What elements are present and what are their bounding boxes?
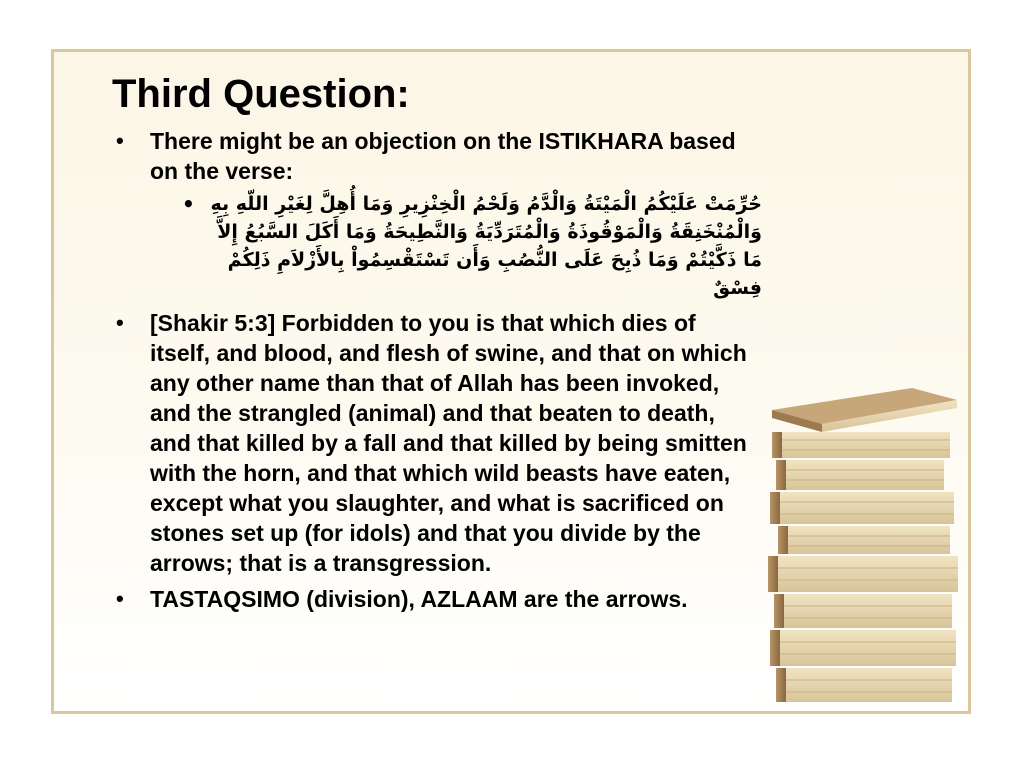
bullet-marker: • — [116, 586, 124, 611]
book-4 — [770, 492, 954, 524]
book-2 — [772, 432, 950, 458]
book-top — [772, 388, 957, 432]
book-6 — [768, 556, 958, 592]
bullet-text: TASTAQSIMO (division), AZLAAM are the arrows. — [150, 586, 688, 612]
bullet-marker: • — [116, 128, 124, 153]
bullet-objection — [112, 126, 762, 302]
sub-bullet-list — [150, 190, 762, 302]
bullet-text: [Shakir 5:3] Forbidden to you is that which dies of itself, and blood, and flesh of swine, and that on which any other name than that of Allah has been invoked, and the strangled (animal) and that beaten to death, and that killed by a fall and that killed by being smitten with the horn, and that which wild beasts have eaten, except what you slaughter, and what is sacrificed on stones set up (for idols) and that you divide by the arrows; that is a transgression. — [150, 310, 747, 576]
arabic-verse — [150, 190, 762, 302]
bullet-arrows — [112, 584, 762, 614]
book-7 — [774, 594, 952, 628]
sub-bullet-marker: • — [182, 192, 195, 216]
bullet-list — [112, 126, 762, 614]
book-8 — [770, 630, 956, 666]
bullet-translation — [112, 308, 762, 578]
books-stack-illustration — [762, 380, 962, 710]
bullet-marker: • — [116, 310, 124, 335]
slide-content — [112, 126, 762, 620]
slide-title: Third Question: — [112, 72, 410, 116]
book-5 — [778, 526, 950, 554]
book-9 — [776, 668, 952, 702]
book-3 — [776, 460, 944, 490]
bullet-text: There might be an objection on the ISTIKHARA based on the verse: — [150, 128, 736, 184]
arabic-verse-text: حُرِّمَتْ عَلَيْكُمُ الْمَيْتَةُ وَالْدَّمُ وَلَحْمُ الْخِنْزِيرِ وَمَا أُهِلَّ لِغَيْرِ اللّهِ بِهِ وَالْمُنْخَنِقَةُ وَالْمَوْقُوذَةُ وَالْمُتَرَدِّيَةُ وَالنَّطِيحَةُ وَمَا أَكَلَ السَّبُعُ إِلاَّ مَا ذَكَّيْتُمْ وَمَا ذُبِحَ عَلَى النُّصُبِ وَأَن تَسْتَقْسِمُواْ بِالأَزْلاَمِ ذَلِكُمْ فِسْقٌ — [210, 193, 762, 299]
